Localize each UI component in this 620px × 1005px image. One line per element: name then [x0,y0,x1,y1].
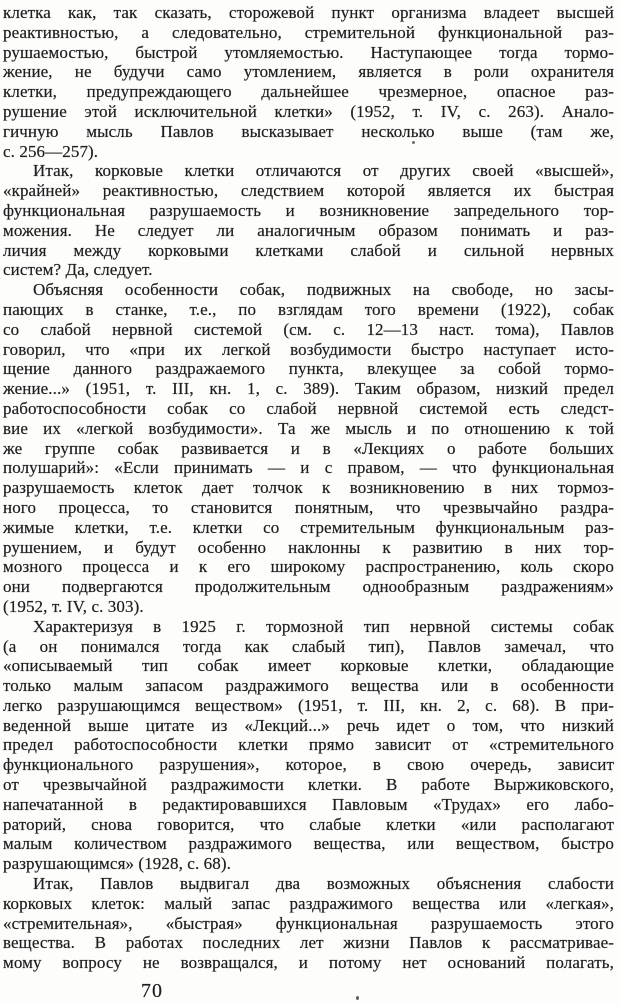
text-line: мозного процесса и к его широкому распространению, коль скоро [3,557,614,577]
text-line: разрушающимся» (1928, с. 68). [3,854,231,874]
text-line: «описываемый тип собак имеет корковые клетки, обладающие [3,656,614,676]
text-line: вие их «легкой возбудимости». Та же мысль и по отношению к той [3,418,614,438]
text-line: функционального разрушения», которое, в свою очередь, зависит [3,755,614,775]
text-line: пающих в станке, т.е., по взглядам того времени (1922), собак [3,299,614,319]
text-line: же группе собак развивается и в «Лекциях о работе больших [3,438,614,458]
paragraph [3,161,614,280]
page-text [3,3,614,973]
text-line: жимые клетки, т.е. клетки со стремительным функциональным раз- [3,517,614,537]
text-line: (а он понимался тогда как слабый тип), Павлов замечал, что [3,636,614,656]
text-line: Объясняя особенности собак, подвижных на свободе, но засы- [33,280,614,300]
text-line: предел работоспособности клетки прямо зависит от «стремительного [3,735,614,755]
text-line: говорил, что «при их легкой возбудимости быстро наступает исто- [3,339,614,359]
page-number: 70 [141,980,163,1002]
text-line: они подвергаются продолжительным однообразным раздражениям» [3,577,614,597]
text-line: щение данного раздражаемого пункта, влекущее за собой тормо- [3,359,614,379]
paragraph [3,617,614,874]
text-line: разрушаемость клеток дает толчок к возникновению в них тормоз- [3,478,614,498]
text-line: рушение этой исключительной клетки» (1952, т. IV, с. 263). Анало- [3,101,614,121]
text-line: личия между корковыми клетками слабой и сильной нервных [3,240,614,260]
text-line: рушением, и будут особенно наклонны к развитию в них тор- [3,537,614,557]
text-line: реактивностью, а следовательно, стремительной функциональной раз- [3,22,614,42]
paragraph [3,874,614,973]
text-line: (1952, т. IV, с. 303). [3,596,144,616]
text-line: функциональная разрушаемость и возникновение запредельного тор- [3,200,614,220]
text-line: жение...» (1951, т. III, кн. 1, с. 389). Таким образом, низкий предел [3,379,614,399]
text-line: Итак, корковые клетки отличаются от других своей «высшей», [33,161,614,181]
text-line: с. 256—257). [3,141,99,161]
text-line: вещества. В работах последних лет жизни Павлов к рассматривае- [3,933,614,953]
scan-speck [356,996,359,1000]
text-line: напечатанной в редактировавшихся Павловым «Трудах» его лабо- [3,794,614,814]
text-line: клетки, предупреждающего дальнейшее чрезмерное, опасное раз- [3,82,614,102]
text-line: жение, не будучи само утомлением, является в роли охранителя [3,62,614,82]
text-line: мому вопросу не возвращался, и потому нет оснований полагать, [3,953,614,973]
text-line: полушарий»: «Если принимать — и с правом, — что функциональная [3,458,614,478]
paragraph [3,3,614,161]
paragraph [3,280,614,617]
text-line: «крайней» реактивностью, следствием которой является их быстрая [3,181,614,201]
text-line: Характеризуя в 1925 г. тормозной тип нервной системы собак [33,616,614,636]
text-line: гичную мысль Павлов высказывает несколько выше (там же, [3,121,614,141]
text-line: только малым запасом раздражимого вещества или в особенности [3,676,614,696]
text-line: работоспособности собак со слабой нервной системой есть следст- [3,398,614,418]
text-line: систем? Да, следует. [3,260,153,280]
text-line: клетка как, так сказать, сторожевой пункт организма владеет высшей [3,3,614,22]
text-line: малым количеством раздражимого вещества, или веществом, быстро [3,834,614,854]
text-line: легко разрушающимся веществом» (1951, т. III, кн. 2, с. 68). В при- [3,695,614,715]
text-line: раторий, снова говорится, что слабые клетки «или располагают [3,814,614,834]
text-line: корковых клеток: малый запас раздражимого вещества или «легкая», [3,893,614,913]
scan-speck [412,141,415,144]
text-line: со слабой нервной системой (см. с. 12—13 наст. тома), Павлов [3,319,614,339]
text-line: ного процесса, то становится понятным, что чрезвычайно раздра- [3,497,614,517]
text-line: «стремительная», «быстрая» функциональная разрушаемость этого [3,913,614,933]
text-line: от чрезвычайной раздражимости клетки. В работе Выржиковского, [3,775,614,795]
text-line: веденной выше цитате из «Лекций...» речь идет о том, что низкий [3,715,614,735]
page-footer [0,980,620,1005]
text-line: Итак, Павлов выдвигал два возможных объяснения слабости [33,874,614,894]
text-line: можения. Не следует ли аналогичным образом понимать и раз- [3,220,614,240]
text-line: рушаемостью, быстрой утомляемостью. Наступающее тогда тормо- [3,42,614,62]
